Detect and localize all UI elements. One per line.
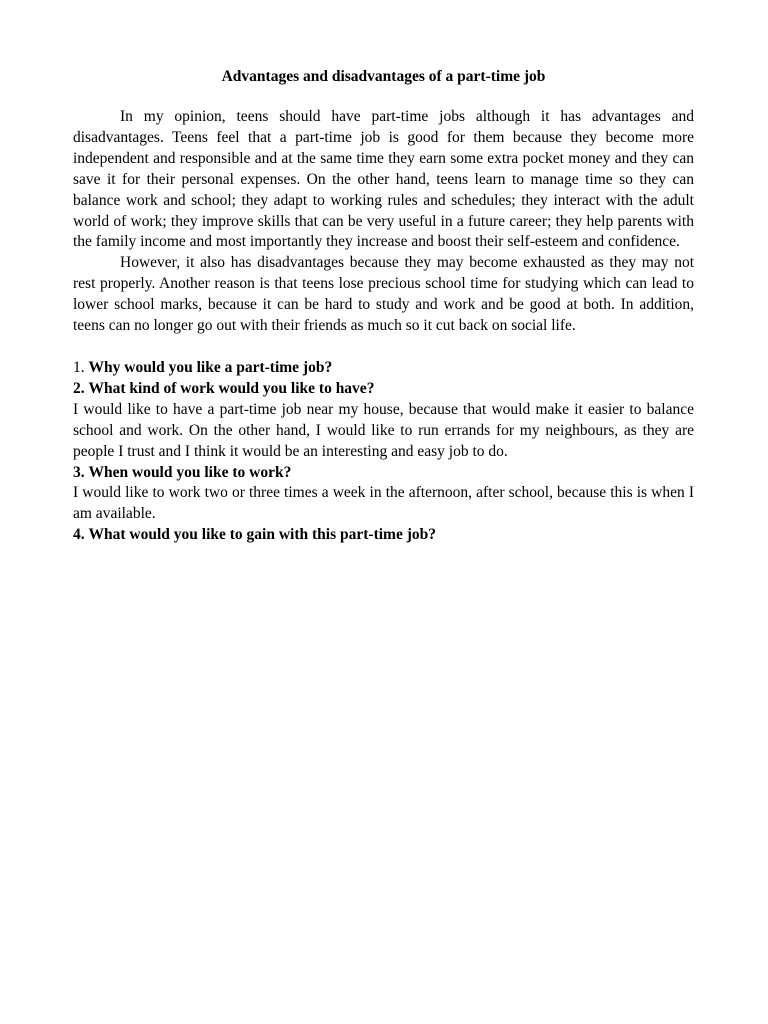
answer-3: I would like to work two or three times a week in the afternoon, after school, because this is when I am available. [73,484,694,523]
document-page [73,66,694,546]
question-2 [73,379,694,400]
question-2-number: 2. [73,379,85,397]
paragraph-advantages: In my opinion, teens should have part-time jobs although it has advantages and disadvantages. Teens feel that a part-time job is good for them because they become more independent and responsible and at the same time they earn some extra pocket money and they can save it for their personal expenses. On the other hand, teens learn to manage time so they can balance work and school; they adapt to working rules and schedules; they interact with the adult world of work; they improve skills that can be very useful in a future career; they help parents with the family income and most importantly they increase and boost their self-esteem and confidence. [73,108,694,251]
question-3-text: When would you like to work? [88,463,292,481]
question-4-text: What would you like to gain with this part-time job? [88,526,436,544]
question-1-number: 1. [73,358,85,376]
question-3-number: 3. [73,463,85,481]
question-1 [73,358,694,379]
document-title: Advantages and disadvantages of a part-time job [221,68,546,85]
question-4-number: 4. [73,526,85,544]
question-4 [73,525,694,546]
answer-2: I would like to have a part-time job near my house, because that would make it easier to balance school and work. On the other hand, I would like to run errands for my neighbours, as they are people I trust and I think it would be an interesting and easy job to do. [73,400,694,460]
paragraph-disadvantages: However, it also has disadvantages because they may become exhausted as they may not rest properly. Another reason is that teens lose precious school time for studying which can lead to lower school marks, because it can be hard to study and work and be good at both. In addition, teens can no longer go out with their friends as much so it cut back on social life. [73,254,694,335]
question-2-text: What kind of work would you like to have? [88,379,375,397]
section-spacer [73,337,694,358]
question-3 [73,463,694,484]
question-1-text: Why would you like a part-time job? [88,358,333,376]
